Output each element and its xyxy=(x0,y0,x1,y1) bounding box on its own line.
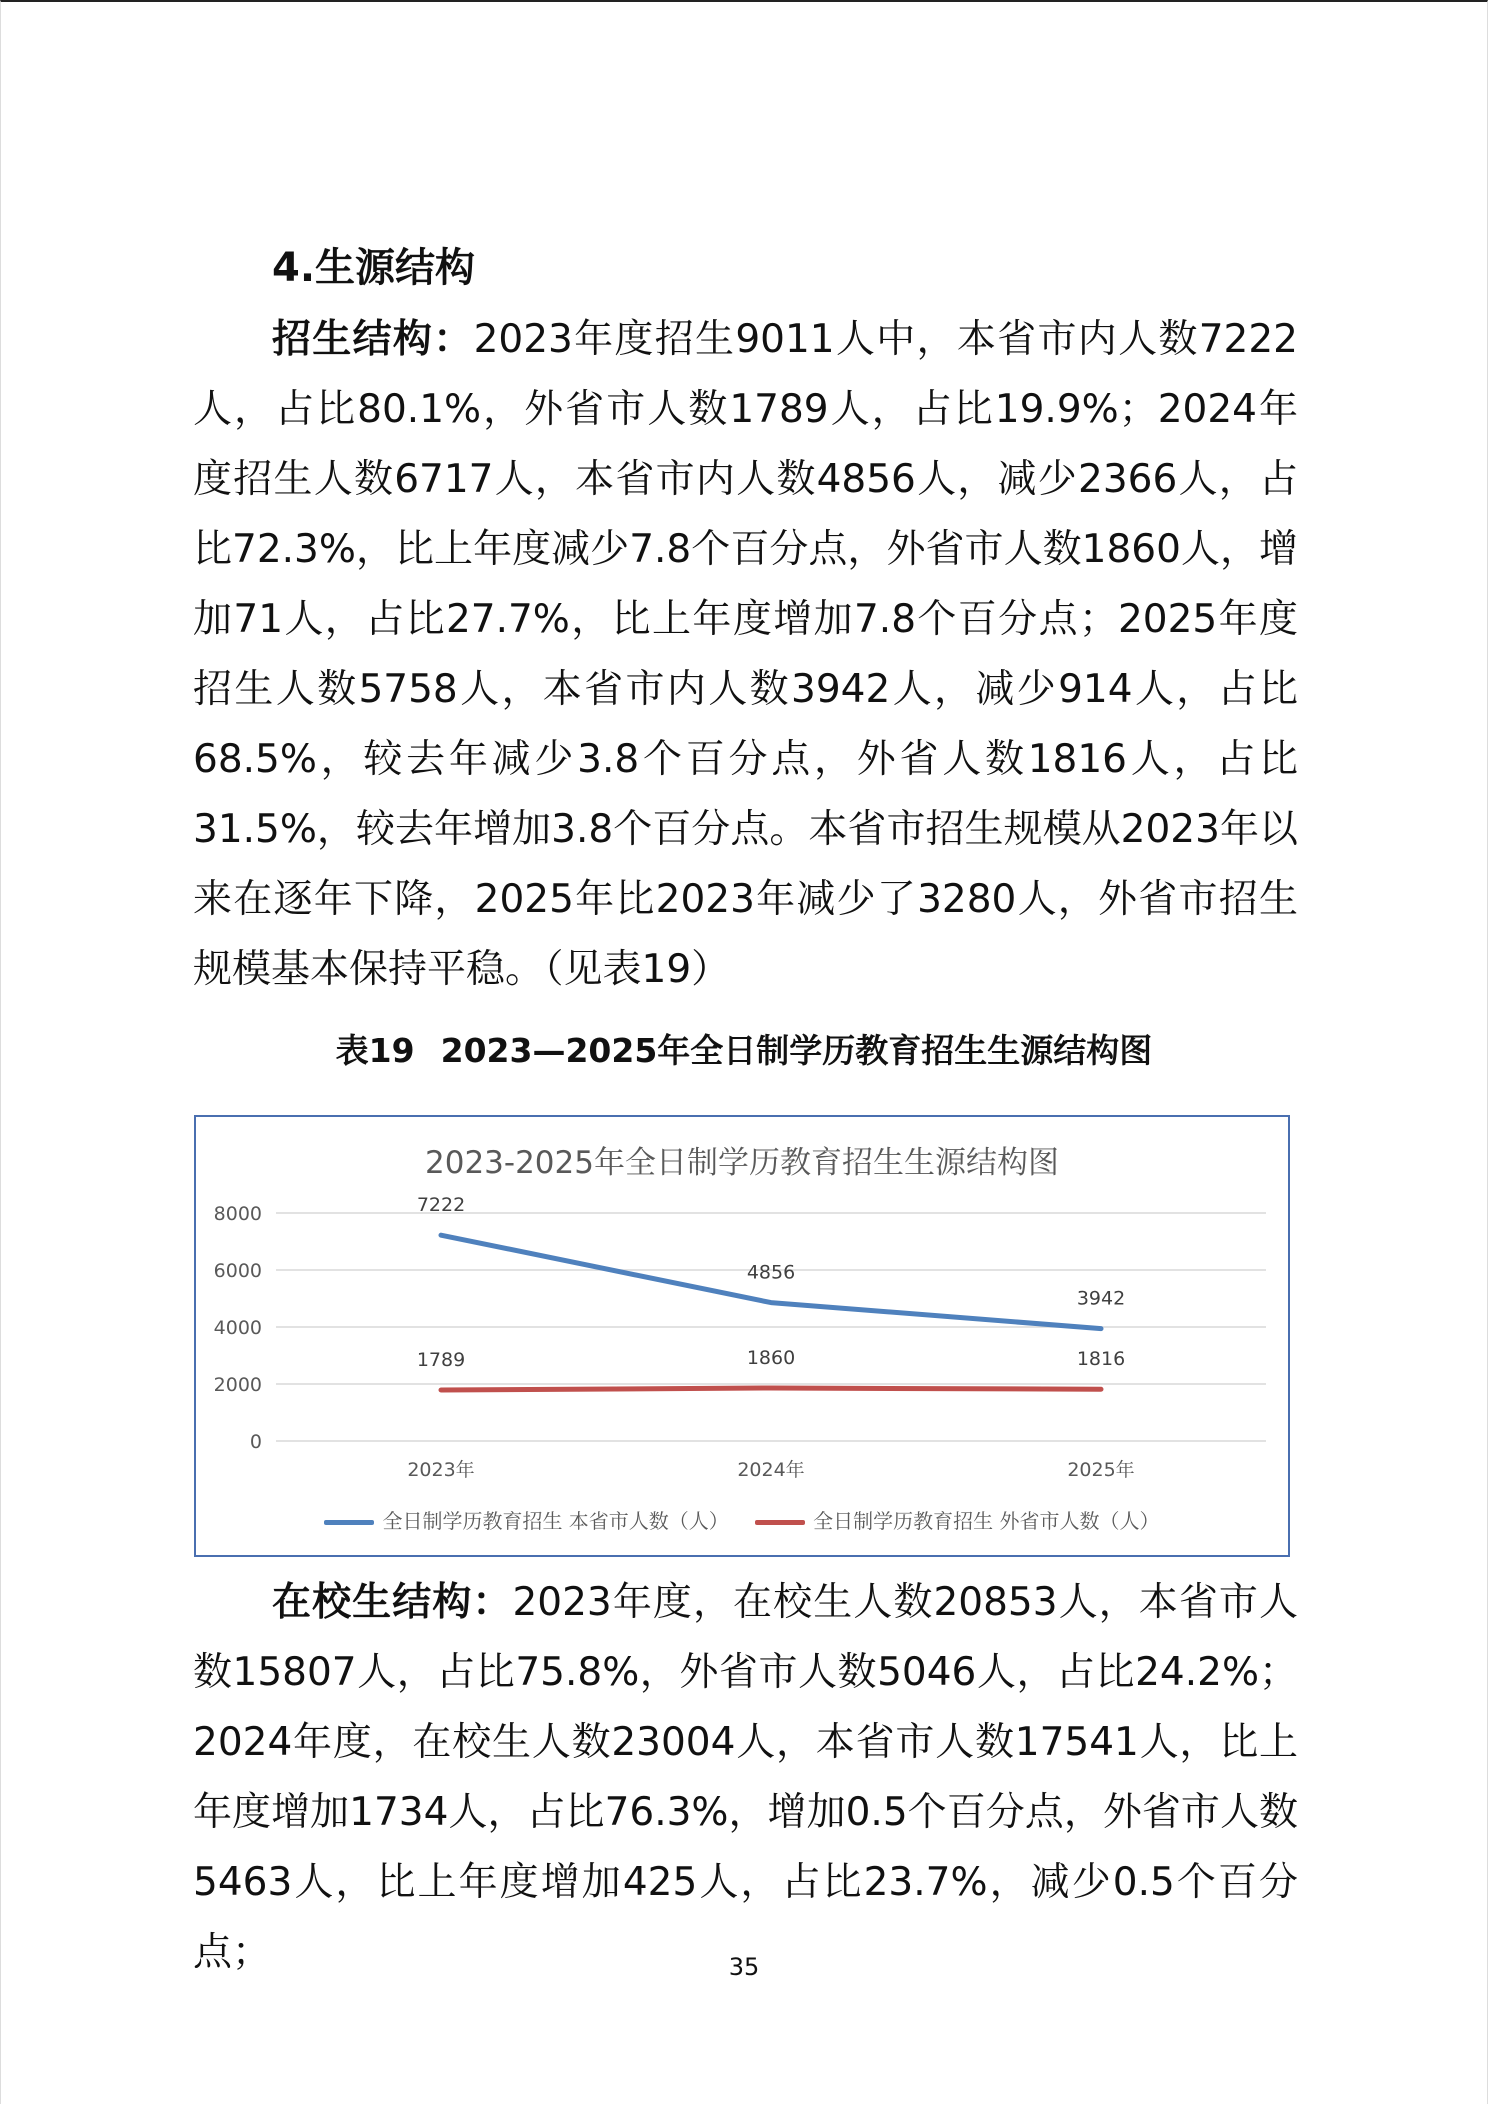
data-label: 1789 xyxy=(416,1349,466,1372)
series-line-outside xyxy=(441,1388,1101,1390)
y-tick-label: 2000 xyxy=(213,1374,262,1396)
chart-plot-area xyxy=(196,1117,1288,1555)
recruitment-structure-lead: 招生结构： xyxy=(272,317,474,362)
data-label: 7222 xyxy=(416,1194,466,1217)
legend-label-local: 全日制学历教育招生 本省市人数（人） xyxy=(382,1509,729,1533)
data-label: 4856 xyxy=(746,1261,796,1284)
data-label: 1860 xyxy=(746,1346,796,1369)
enrolled-structure-text: 2023年度，在校生人数20853人，本省市人数15807人，占比75.8%，外省市人数5046人，占比24.2%；2024年度，在校生人数23004人，本省市人数17541人，比上年度增加1734人，占比76.3%，增加0.5个百分点，外省市人数5463人，比上年度增加425人，占比23.7%，减少0.5个百分点； xyxy=(193,1580,1298,1975)
data-label: 1816 xyxy=(1076,1348,1126,1371)
legend-label-outside: 全日制学历教育招生 外省市人数（人） xyxy=(813,1509,1160,1533)
page-number: 35 xyxy=(728,1953,760,1981)
recruitment-structure-paragraph xyxy=(193,305,1298,1005)
legend-swatch-outside xyxy=(755,1520,805,1525)
y-tick-label: 4000 xyxy=(213,1317,262,1339)
x-tick-label: 2024年 xyxy=(737,1459,805,1481)
table-caption xyxy=(0,1026,1488,1076)
table-caption-title: 2023—2025年全日制学历教育招生生源结构图 xyxy=(440,1031,1153,1070)
chart-legend xyxy=(196,1505,1288,1534)
legend-item-local xyxy=(324,1505,728,1534)
y-tick-label: 8000 xyxy=(213,1203,262,1225)
enrollment-source-chart xyxy=(194,1115,1290,1557)
enrolled-structure-lead: 在校生结构： xyxy=(272,1580,513,1625)
y-tick-label: 0 xyxy=(249,1431,262,1453)
y-tick-label: 6000 xyxy=(213,1260,262,1282)
legend-swatch-local xyxy=(324,1520,374,1525)
enrolled-structure-paragraph xyxy=(193,1568,1298,1988)
legend-item-outside xyxy=(755,1505,1159,1534)
table-caption-number: 表19 xyxy=(335,1031,415,1070)
x-tick-label: 2023年 xyxy=(407,1459,475,1481)
section-heading: 4.生源结构 xyxy=(272,245,476,291)
recruitment-structure-text: 2023年度招生9011人中，本省市内人数7222人，占比80.1%，外省市人数1789人，占比19.9%；2024年度招生人数6717人，本省市内人数4856人，减少2366人，占比72.3%，比上年度减少7.8个百分点，外省市人数1860人，增加71人，占比27.7%，比上年度增加7.8个百分点；2025年度招生人数5758人，本省市内人数3942人，减少914人，占比68.5%，较去年减少3.8个百分点，外省人数1816人，占比31.5%，较去年增加3.8个百分点。本省市招生规模从2023年以来在逐年下降，2025年比2023年减少了3280人，外省市招生规模基本保持平稳。（见表19） xyxy=(193,317,1298,992)
chart-title: 2023-2025年全日制学历教育招生生源结构图 xyxy=(425,1145,1059,1181)
data-label: 3942 xyxy=(1076,1287,1126,1310)
x-tick-label: 2025年 xyxy=(1067,1459,1135,1481)
